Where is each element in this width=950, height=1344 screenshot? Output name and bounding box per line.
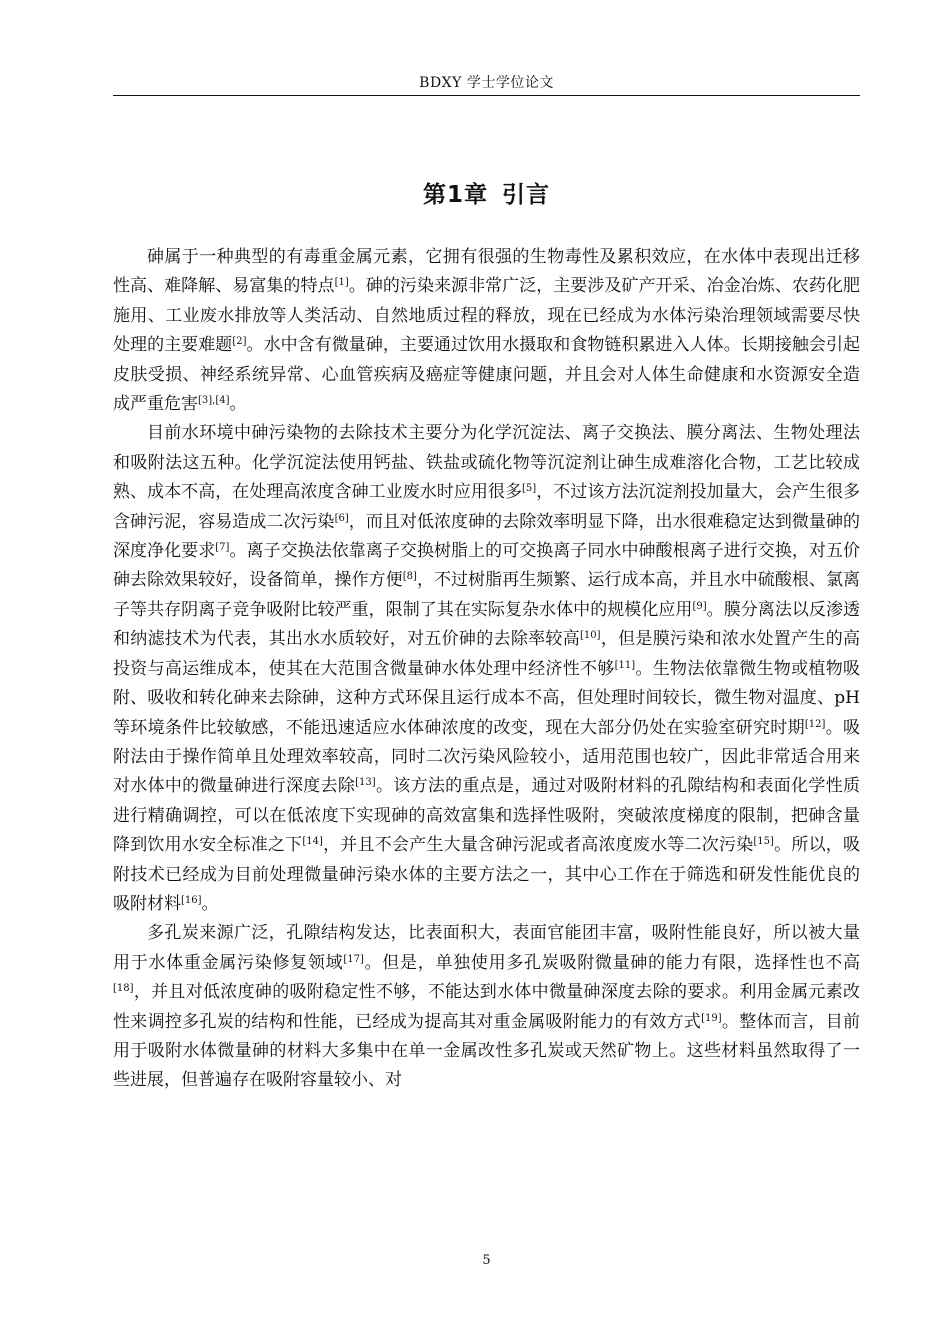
body-text bbox=[113, 243, 860, 1096]
page-number: 5 bbox=[482, 1253, 491, 1268]
text-run: 多孔炭来源广泛，孔隙结构发达，比表面积大，表面官能团丰富，吸附性能良好，所以被大量用于水体重金属污染修复领域 bbox=[113, 923, 860, 973]
text-run: 。所以，吸附技术已经成为目前处理微量砷污染水体的主要方法之一，其中心工作在于筛选和研发性能优良的吸附材料 bbox=[113, 835, 861, 914]
citation-ref: [11] bbox=[614, 659, 636, 671]
citation-ref: [12] bbox=[804, 718, 826, 730]
citation-ref: [5] bbox=[522, 483, 537, 495]
paragraph bbox=[113, 243, 860, 419]
citation-ref: [7] bbox=[215, 542, 230, 554]
chapter-number: 第1章 bbox=[422, 182, 488, 208]
text-run: 。 bbox=[229, 394, 247, 415]
text-run: 。膜分离法以反渗透和纳滤技术为代表，其出水水质较好，对五价砷的去除率较高 bbox=[113, 599, 861, 650]
text-run: 。整体而言，目前用于吸附水体微量砷的材料大多集中在单一金属改性多孔炭或天然矿物上。这些材料虽然取得了一些进展，但普遍存在吸附容量较小、对 bbox=[113, 1011, 860, 1091]
citation-ref: [3],[4] bbox=[198, 395, 230, 407]
text-run: ，但是膜污染和浓水处置产生的高投资与高运维成本，使其在大范围含微量砷水体处理中经济性不够 bbox=[113, 629, 860, 679]
paragraph bbox=[113, 919, 860, 1095]
running-header: BDXY 学士学位论文 bbox=[419, 75, 554, 91]
text-run: 。该方法的重点是，通过对吸附材料的孔隙结构和表面化学性质进行精确调控，可以在低浓度下实现砷的高效富集和选择性吸附，突破浓度梯度的限制，把砷含量降到饮用水安全标准之下 bbox=[113, 776, 860, 856]
text-run: ，并且对低浓度砷的吸附稳定性不够，不能达到水体中微量砷深度去除的要求。利用金属元素改性来调控多孔炭的结构和性能，已经成为提高其对重金属吸附能力的有效方式 bbox=[113, 982, 860, 1032]
text-run: ，而且对低浓度砷的去除效率明显下降，出水很难稳定达到微量砷的深度净化要求 bbox=[113, 511, 861, 562]
citation-ref: [2] bbox=[232, 336, 247, 348]
citation-ref: [17] bbox=[343, 953, 364, 965]
citation-ref: [18] bbox=[113, 983, 134, 995]
text-run: 。但是，单独使用多孔炭吸附微量砷的能力有限，选择性也不高 bbox=[363, 952, 860, 973]
text-run: 。砷的污染来源非常广泛，主要涉及矿产开采、冶金冶炼、农药化肥施用、工业废水排放等人类活动、自然地质过程的释放，现在已经成为水体污染治理领域需要尽快处理的主要难题 bbox=[113, 276, 861, 356]
citation-ref: [16] bbox=[181, 894, 202, 906]
text-run: 目前水环境中砷污染物的去除技术主要分为化学沉淀法、离子交换法、膜分离法、生物处理法和吸附法这五种。化学沉淀法使用钙盐、铁盐或硫化物等沉淀剂让砷生成难溶化合物，工艺比较成熟、成本不高，在处理高浓度含砷工业废水时应用很多 bbox=[113, 423, 860, 503]
text-run: ，并且不会产生大量含砷污泥或者高浓度废水等二次污染 bbox=[322, 835, 754, 856]
citation-ref: [10] bbox=[580, 630, 601, 642]
text-run: ，不过该方法沉淀剂投加量大，会产生很多含砷污泥，容易造成二次污染 bbox=[113, 482, 861, 532]
text-run: 。生物法依靠微生物或植物吸附、吸收和转化砷来去除砷，这种方式环保且运行成本不高，但处理时间较长，微生物对温度、pH 等环境条件比较敏感，不能迅速适应水体砷浓度的改变，现在大部分仍处在实验室研究时期 bbox=[113, 658, 860, 738]
citation-ref: [13] bbox=[355, 777, 376, 789]
citation-ref: [1] bbox=[334, 277, 349, 289]
text-run: ，不过树脂再生频繁、运行成本高，并且水中硫酸根、氯离子等共存阴离子竞争吸附比较严重，限制了其在实际复杂水体中的规模化应用 bbox=[113, 570, 861, 620]
text-run: 。吸附法由于操作简单且处理效率较高，同时二次污染风险较小，适用范围也较广，因此非常适合用来对水体中的微量砷进行深度去除 bbox=[113, 717, 860, 797]
citation-ref: [8] bbox=[402, 571, 417, 583]
citation-ref: [15] bbox=[753, 836, 774, 848]
citation-ref: [19] bbox=[701, 1012, 722, 1024]
citation-ref: [6] bbox=[334, 512, 349, 524]
chapter-title bbox=[113, 178, 860, 212]
header-rule bbox=[113, 95, 860, 96]
text-run: 砷属于一种典型的有毒重金属元素，它拥有很强的生物毒性及累积效应，在水体中表现出迁移性高、难降解、易富集的特点 bbox=[113, 247, 860, 297]
paragraph bbox=[113, 419, 860, 919]
citation-ref: [9] bbox=[692, 600, 707, 612]
text-run: 。 bbox=[201, 893, 219, 914]
text-run: 。离子交换法依靠离子交换树脂上的可交换离子同水中砷酸根离子进行交换，对五价砷去除效果较好，设备简单，操作方便 bbox=[113, 541, 861, 591]
text-run: 。水中含有微量砷，主要通过饮用水摄取和食物链积累进入人体。长期接触会引起皮肤受损、神经系统异常、心血管疾病及癌症等健康问题，并且会对人体生命健康和水资源安全造成严重危害 bbox=[113, 335, 861, 415]
citation-ref: [14] bbox=[302, 836, 323, 848]
chapter-title-text: 引言 bbox=[502, 182, 550, 208]
